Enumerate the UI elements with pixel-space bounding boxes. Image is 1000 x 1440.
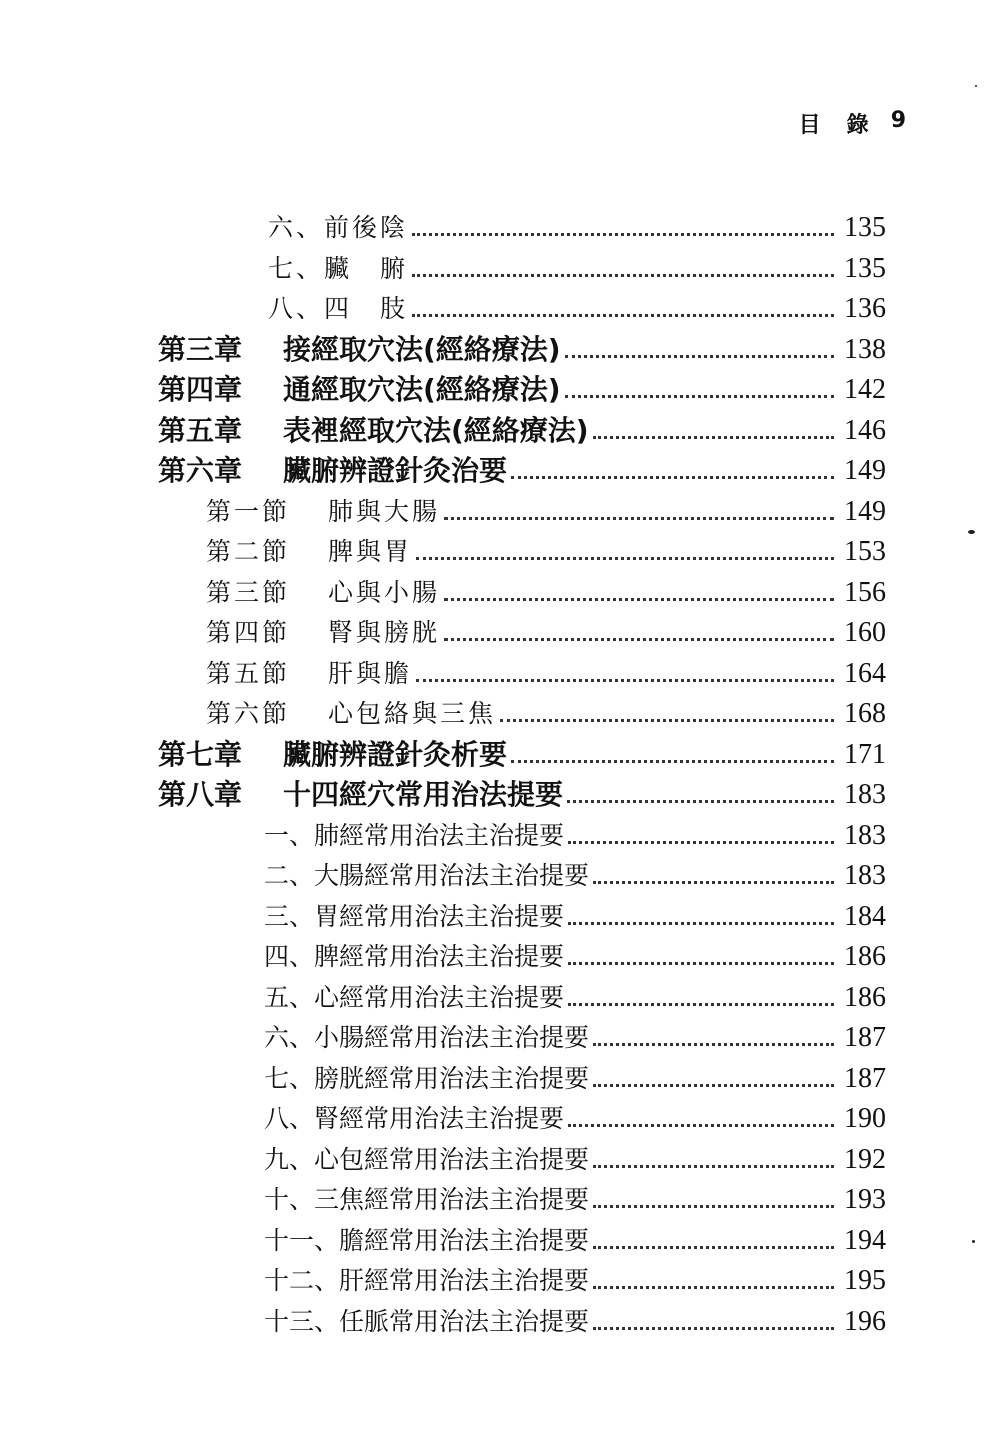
scan-speck	[975, 85, 977, 87]
toc-entry-label	[264, 820, 564, 852]
toc-entry-title: 肺與大腸	[328, 497, 441, 526]
scan-speck	[968, 530, 975, 534]
page-number: 153	[844, 536, 886, 567]
toc-entry-chapter	[158, 447, 886, 487]
toc-entry-subitem	[264, 812, 886, 852]
page-number: 168	[844, 698, 886, 729]
toc-entry-subitem	[264, 1014, 886, 1054]
dot-leader	[593, 1084, 834, 1087]
dot-leader	[568, 962, 834, 965]
toc-entry-subitem	[264, 1298, 886, 1338]
toc-entry-title: 臟腑辨證針灸治要	[283, 454, 508, 487]
page-number: 187	[844, 1063, 886, 1094]
dot-leader	[593, 1246, 834, 1249]
page-number: 160	[844, 617, 886, 648]
page-number: 184	[844, 901, 886, 932]
scan-speck	[972, 1240, 975, 1243]
toc-entry-label	[206, 536, 412, 568]
page-number: 194	[844, 1225, 886, 1256]
toc-entry-label	[206, 496, 440, 528]
dot-leader	[511, 760, 834, 763]
toc-entry-item	[268, 204, 886, 244]
toc-entry-label	[264, 860, 589, 892]
toc-entry-label	[206, 658, 412, 690]
toc-entry-section	[206, 488, 886, 528]
header-page-number: 9	[890, 108, 908, 133]
toc-entry-chapter	[158, 407, 886, 447]
chapter-number: 第八章	[158, 778, 243, 811]
toc-entry-title: 八、腎經常用治法主治提要	[264, 1104, 565, 1133]
toc-entry-subitem	[264, 1257, 886, 1297]
toc-entry-label	[264, 1265, 589, 1297]
dot-leader	[444, 638, 834, 641]
toc-entry-chapter	[158, 731, 886, 771]
toc-entry-title: 十四經穴常用治法提要	[283, 778, 564, 811]
toc-entry-subitem	[264, 1055, 886, 1095]
page-number: 135	[844, 212, 886, 243]
toc-entry-subitem	[264, 933, 886, 973]
page-number: 190	[844, 1103, 886, 1134]
dot-leader	[444, 598, 834, 601]
toc-entry-chapter	[158, 771, 886, 811]
page-number: 135	[844, 253, 886, 284]
toc-entry-section	[206, 528, 886, 568]
toc-entry-title: 三、胃經常用治法主治提要	[264, 902, 565, 931]
toc-entry-label	[158, 739, 507, 771]
toc-entry-subitem	[264, 974, 886, 1014]
dot-leader	[412, 314, 834, 317]
toc-entry-title: 心包絡與三焦	[328, 699, 497, 728]
toc-entry-label	[206, 698, 496, 730]
toc-entry-label	[264, 1144, 589, 1176]
toc-entry-label	[268, 212, 408, 244]
page-number: 164	[844, 658, 886, 689]
toc-entry-title: 六、前後陰	[268, 213, 409, 242]
toc-entry-item	[268, 245, 886, 285]
dot-leader	[593, 1286, 834, 1289]
dot-leader	[593, 1165, 834, 1168]
chapter-number: 第五章	[158, 414, 243, 447]
dot-leader	[567, 800, 834, 803]
toc-entry-title: 心與小腸	[328, 578, 441, 607]
page-number: 186	[844, 982, 886, 1013]
section-number: 第三節	[206, 578, 291, 607]
toc-entry-title: 腎與膀胱	[328, 618, 441, 647]
dot-leader	[444, 517, 834, 520]
chapter-number: 第六章	[158, 454, 243, 487]
toc-entry-subitem	[264, 1136, 886, 1176]
toc-entry-label	[158, 415, 589, 447]
toc-entry-label	[264, 901, 564, 933]
dot-leader	[568, 841, 834, 844]
toc-entry-label	[264, 1103, 564, 1135]
toc-entry-label	[264, 1225, 589, 1257]
page-number: 196	[844, 1306, 886, 1337]
page-number: 192	[844, 1144, 886, 1175]
toc-entry-label	[206, 577, 440, 609]
toc-entry-section	[206, 690, 886, 730]
dot-leader	[500, 719, 834, 722]
toc-entry-title: 十二、肝經常用治法主治提要	[264, 1266, 590, 1295]
section-number: 第一節	[206, 497, 291, 526]
page-number: 183	[844, 860, 886, 891]
dot-leader	[593, 1205, 834, 1208]
toc-entry-section	[206, 569, 886, 609]
toc-entry-chapter	[158, 326, 886, 366]
toc-entry-label	[264, 1022, 589, 1054]
dot-leader	[565, 355, 834, 358]
page-number: 142	[844, 374, 886, 405]
page-number: 193	[844, 1184, 886, 1215]
toc-entry-title: 八、四 肢	[268, 294, 409, 323]
toc-entry-label	[158, 779, 563, 811]
dot-leader	[412, 274, 834, 277]
toc-entry-title: 六、小腸經常用治法主治提要	[264, 1023, 590, 1052]
toc-entry-chapter	[158, 366, 886, 406]
toc-entry-title: 十三、任脈常用治法主治提要	[264, 1307, 590, 1336]
toc-entry-subitem	[264, 893, 886, 933]
running-header	[799, 108, 908, 139]
header-title: 目 錄	[798, 113, 871, 138]
toc-entry-item	[268, 285, 886, 325]
page-number: 149	[844, 496, 886, 527]
page-number: 186	[844, 941, 886, 972]
toc-entry-label	[264, 1306, 589, 1338]
chapter-number: 第七章	[158, 738, 243, 771]
toc-entry-subitem	[264, 852, 886, 892]
page-number: 171	[844, 739, 886, 770]
dot-leader	[565, 395, 834, 398]
page-number: 195	[844, 1265, 886, 1296]
toc-entry-section	[206, 609, 886, 649]
toc-entry-subitem	[264, 1095, 886, 1135]
toc-entry-title: 一、肺經常用治法主治提要	[264, 821, 565, 850]
toc-entry-title: 脾與胃	[328, 537, 413, 566]
toc-entry-label	[268, 253, 408, 285]
chapter-number: 第四章	[158, 373, 243, 406]
page-number: 187	[844, 1022, 886, 1053]
toc-entry-label	[264, 1063, 589, 1095]
toc-entry-label	[264, 1184, 589, 1216]
dot-leader	[593, 1043, 834, 1046]
toc-entry-title: 通經取穴法(經絡療法)	[283, 373, 561, 406]
toc-entry-title: 十一、膽經常用治法主治提要	[264, 1226, 590, 1255]
page-number: 183	[844, 779, 886, 810]
toc-entry-title: 九、心包經常用治法主治提要	[264, 1145, 590, 1174]
toc-entry-title: 表裡經取穴法(經絡療法)	[283, 414, 589, 447]
page-number: 146	[844, 415, 886, 446]
toc-entry-title: 七、膀胱經常用治法主治提要	[264, 1064, 590, 1093]
section-number: 第五節	[206, 659, 291, 688]
toc-entry-title: 十、三焦經常用治法主治提要	[264, 1185, 590, 1214]
page-number: 136	[844, 293, 886, 324]
section-number: 第二節	[206, 537, 291, 566]
toc-entry-section	[206, 650, 886, 690]
dot-leader	[568, 1003, 834, 1006]
dot-leader	[568, 922, 834, 925]
dot-leader	[511, 476, 834, 479]
toc-entry-title: 肝與膽	[328, 659, 413, 688]
toc-entry-title: 二、大腸經常用治法主治提要	[264, 861, 590, 890]
dot-leader	[412, 233, 834, 236]
toc-entry-title: 五、心經常用治法主治提要	[264, 983, 565, 1012]
toc-entry-subitem	[264, 1176, 886, 1216]
dot-leader	[593, 881, 834, 884]
dot-leader	[593, 436, 834, 439]
dot-leader	[416, 679, 834, 682]
toc-entry-label	[158, 374, 561, 406]
page-number: 183	[844, 820, 886, 851]
toc-entry-title: 七、臟 腑	[268, 254, 409, 283]
toc-entry-subitem	[264, 1217, 886, 1257]
toc-entry-label	[158, 334, 561, 366]
page-number: 138	[844, 334, 886, 365]
chapter-number: 第三章	[158, 333, 243, 366]
section-number: 第六節	[206, 699, 291, 728]
toc-entry-title: 臟腑辨證針灸析要	[283, 738, 508, 771]
toc-entry-label	[206, 617, 440, 649]
section-number: 第四節	[206, 618, 291, 647]
dot-leader	[416, 557, 834, 560]
toc-entry-label	[158, 455, 507, 487]
toc-entry-label	[264, 941, 564, 973]
page-number: 149	[844, 455, 886, 486]
toc-entry-label	[264, 982, 564, 1014]
page-number: 156	[844, 577, 886, 608]
dot-leader	[568, 1124, 834, 1127]
toc-entry-title: 四、脾經常用治法主治提要	[264, 942, 565, 971]
toc-entry-label	[268, 293, 408, 325]
toc-entry-title: 接經取穴法(經絡療法)	[283, 333, 561, 366]
dot-leader	[593, 1327, 834, 1330]
